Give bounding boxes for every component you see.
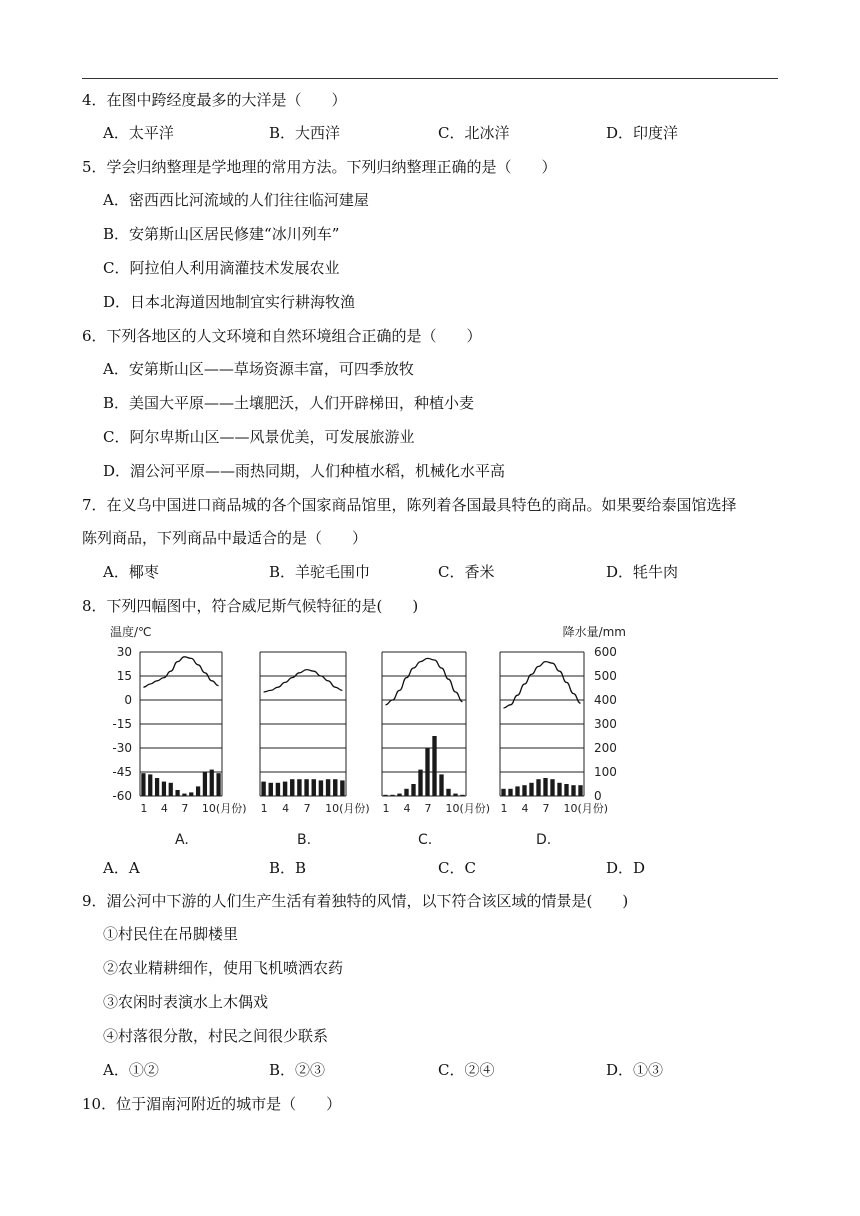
q4-option-c[interactable]: C．北冰洋 <box>438 124 510 142</box>
q6-option-c[interactable]: C．阿尔卑斯山区——风景优美，可发展旅游业 <box>103 428 415 446</box>
q9-item-1: ①村民住在吊脚楼里 <box>103 925 239 943</box>
right-tick-label: 500 <box>594 669 617 683</box>
month-tick-label: 7 <box>542 802 550 815</box>
precipitation-bar <box>162 782 166 796</box>
q7-option-a[interactable]: A．椰枣 <box>103 563 159 581</box>
precipitation-bar <box>304 779 308 796</box>
climate-panels <box>140 652 608 848</box>
precipitation-bar <box>203 772 207 796</box>
month-tick-label: 4 <box>282 802 290 815</box>
q9-item-4: ④村落很分散，村民之间很少联系 <box>103 1027 329 1045</box>
q5-option-a[interactable]: A．密西西比河流域的人们往往临河建屋 <box>103 191 369 209</box>
panel-label: B. <box>297 832 312 848</box>
question-10-stem: 10．位于湄南河附近的城市是（ ） <box>82 1095 342 1113</box>
left-tick-label: -15 <box>112 717 132 731</box>
precipitation-bar <box>460 795 464 796</box>
precipitation-bar <box>210 770 214 796</box>
precipitation-bar <box>155 778 159 796</box>
month-tick-label: 1 <box>382 802 390 815</box>
precipitation-bar <box>404 789 408 796</box>
month-tick-label: 1 <box>260 802 268 815</box>
precipitation-bar <box>216 773 220 796</box>
left-tick-label: 30 <box>116 645 132 659</box>
precipitation-bar <box>297 779 301 796</box>
precipitation-bar <box>571 785 575 796</box>
right-axis-title: 降水量/mm <box>562 625 626 639</box>
question-9-stem: 9．湄公河中下游的人们生产生活有着独特的风情，以下符合该区域的情景是( ) <box>82 892 629 910</box>
precipitation-bar <box>564 784 568 796</box>
right-tick-label: 100 <box>594 765 617 779</box>
precipitation-bar <box>515 786 519 796</box>
precipitation-bar <box>550 779 554 796</box>
month-tick-label: 4 <box>521 802 529 815</box>
left-tick-label: -30 <box>112 741 132 755</box>
q9-option-b[interactable]: B．②③ <box>269 1061 326 1079</box>
q4-option-a[interactable]: A．太平洋 <box>103 124 174 142</box>
left-tick-label: 15 <box>116 669 132 683</box>
header-rule <box>82 78 778 79</box>
temperature-line <box>386 658 463 704</box>
temperature-line <box>504 662 581 708</box>
question-5-stem: 5．学会归纳整理是学地理的常用方法。下列归纳整理正确的是（ ） <box>82 158 557 176</box>
q8-option-d[interactable]: D．D <box>606 859 646 877</box>
right-tick-label: 400 <box>594 693 617 707</box>
q8-option-c[interactable]: C．C <box>438 859 476 877</box>
q6-option-a[interactable]: A．安第斯山区——草场资源丰富，可四季放牧 <box>103 360 414 378</box>
q6-option-d[interactable]: D．湄公河平原——雨热同期，人们种植水稻，机械化水平高 <box>103 462 506 480</box>
precipitation-bar <box>536 779 540 796</box>
panel-label: C. <box>418 832 433 848</box>
q5-option-c[interactable]: C．阿拉伯人利用滴灌技术发展农业 <box>103 259 340 277</box>
question-4-stem: 4．在图中跨经度最多的大洋是（ ） <box>82 91 347 109</box>
q7-option-d[interactable]: D．牦牛肉 <box>606 563 679 581</box>
q9-option-a[interactable]: A．①② <box>103 1061 159 1079</box>
precipitation-bar <box>326 779 330 796</box>
q6-option-b[interactable]: B．美国大平原——土壤肥沃，人们开辟梯田，种植小麦 <box>103 394 475 412</box>
precipitation-bar <box>261 782 265 796</box>
q9-option-d[interactable]: D．①③ <box>606 1061 664 1079</box>
climate-charts-figure <box>108 620 628 852</box>
q5-option-b[interactable]: B．安第斯山区居民修建“冰川列车” <box>103 225 340 243</box>
precipitation-bar <box>543 778 547 796</box>
precipitation-bar <box>446 789 450 796</box>
precipitation-bar <box>390 795 394 796</box>
precipitation-bar <box>397 794 401 796</box>
precipitation-bar <box>319 780 323 796</box>
precipitation-bar <box>196 786 200 796</box>
precipitation-bar <box>312 779 316 796</box>
climate-panel <box>140 652 247 848</box>
question-7-stem: 7．在义乌中国进口商品城的各个国家商品馆里，陈列着各国最具特色的商品。如果要给泰国馆选择 <box>82 496 737 514</box>
precipitation-bar <box>418 770 422 796</box>
precipitation-bar <box>529 783 533 796</box>
precipitation-bar <box>182 794 186 796</box>
question-8-options <box>103 858 783 878</box>
precipitation-bar <box>333 779 337 796</box>
precipitation-bar <box>175 790 179 796</box>
panel-label: D. <box>536 832 552 848</box>
right-tick-label: 600 <box>594 645 617 659</box>
left-tick-label: 0 <box>124 693 132 707</box>
right-tick-label: 200 <box>594 741 617 755</box>
q7-option-b[interactable]: B．羊驼毛围巾 <box>269 563 371 581</box>
question-9-options <box>103 1060 783 1080</box>
precipitation-bar <box>269 783 273 796</box>
precipitation-bar <box>508 789 512 796</box>
precipitation-bar <box>522 785 526 796</box>
q9-item-2: ②农业精耕细作，使用飞机喷洒农药 <box>103 959 344 977</box>
q9-option-c[interactable]: C．②④ <box>438 1061 495 1079</box>
month-tick-label: 1 <box>500 802 508 815</box>
question-7-options <box>103 562 783 582</box>
precipitation-bar <box>340 780 344 796</box>
month-tick-label: 10(月份) <box>325 802 370 815</box>
month-tick-label: 10(月份) <box>201 802 247 815</box>
precipitation-bar <box>169 783 173 796</box>
q5-option-d[interactable]: D．日本北海道因地制宜实行耕海牧渔 <box>103 293 356 311</box>
precipitation-bar <box>290 779 294 796</box>
left-axis-title: 温度/℃ <box>110 625 152 639</box>
month-tick-label: 7 <box>424 802 432 815</box>
month-tick-label: 7 <box>181 802 189 815</box>
precipitation-bar <box>439 774 443 796</box>
q8-option-b[interactable]: B．B <box>269 859 307 877</box>
month-tick-label: 4 <box>403 802 411 815</box>
precipitation-bar <box>557 783 561 796</box>
left-axis-ticks <box>112 645 132 803</box>
precipitation-bar <box>383 795 387 796</box>
precipitation-bar <box>189 792 193 796</box>
precipitation-bar <box>453 794 457 796</box>
climate-panel <box>500 652 608 848</box>
question-6-stem: 6．下列各地区的人文环境和自然环境组合正确的是（ ） <box>82 327 482 345</box>
q4-option-d[interactable]: D．印度洋 <box>606 124 679 142</box>
precipitation-bar <box>283 782 287 796</box>
month-tick-label: 4 <box>160 802 168 815</box>
left-tick-label: -60 <box>112 789 132 803</box>
precipitation-bar <box>578 785 582 796</box>
precipitation-bar <box>425 748 429 796</box>
precipitation-bar <box>501 789 505 796</box>
question-4-options <box>103 123 783 143</box>
month-tick-label: 10(月份) <box>563 802 609 815</box>
month-tick-label: 10(月份) <box>445 802 491 815</box>
q8-option-a[interactable]: A．A <box>103 859 140 877</box>
precipitation-bar <box>148 774 152 796</box>
question-8-stem: 8．下列四幅图中，符合威尼斯气候特征的是( ) <box>82 597 419 615</box>
right-tick-label: 0 <box>594 789 602 803</box>
precipitation-bar <box>432 736 436 796</box>
precipitation-bar <box>411 784 415 796</box>
temperature-line <box>143 657 218 687</box>
month-tick-label: 1 <box>140 802 148 815</box>
temperature-line <box>264 670 343 692</box>
question-7-stem-cont: 陈列商品，下列商品中最适合的是（ ） <box>82 529 368 547</box>
right-axis-ticks <box>594 645 617 803</box>
right-tick-label: 300 <box>594 717 617 731</box>
q9-item-3: ③农闲时表演水上木偶戏 <box>103 993 269 1011</box>
precipitation-bar <box>276 783 280 796</box>
month-tick-label: 7 <box>303 802 311 815</box>
climate-panel <box>260 652 370 848</box>
panel-label: A. <box>175 832 189 848</box>
q4-option-b[interactable]: B．大西洋 <box>269 124 341 142</box>
climate-panel <box>382 652 490 848</box>
q7-option-c[interactable]: C．香米 <box>438 563 495 581</box>
precipitation-bar <box>141 773 145 796</box>
left-tick-label: -45 <box>112 765 132 779</box>
